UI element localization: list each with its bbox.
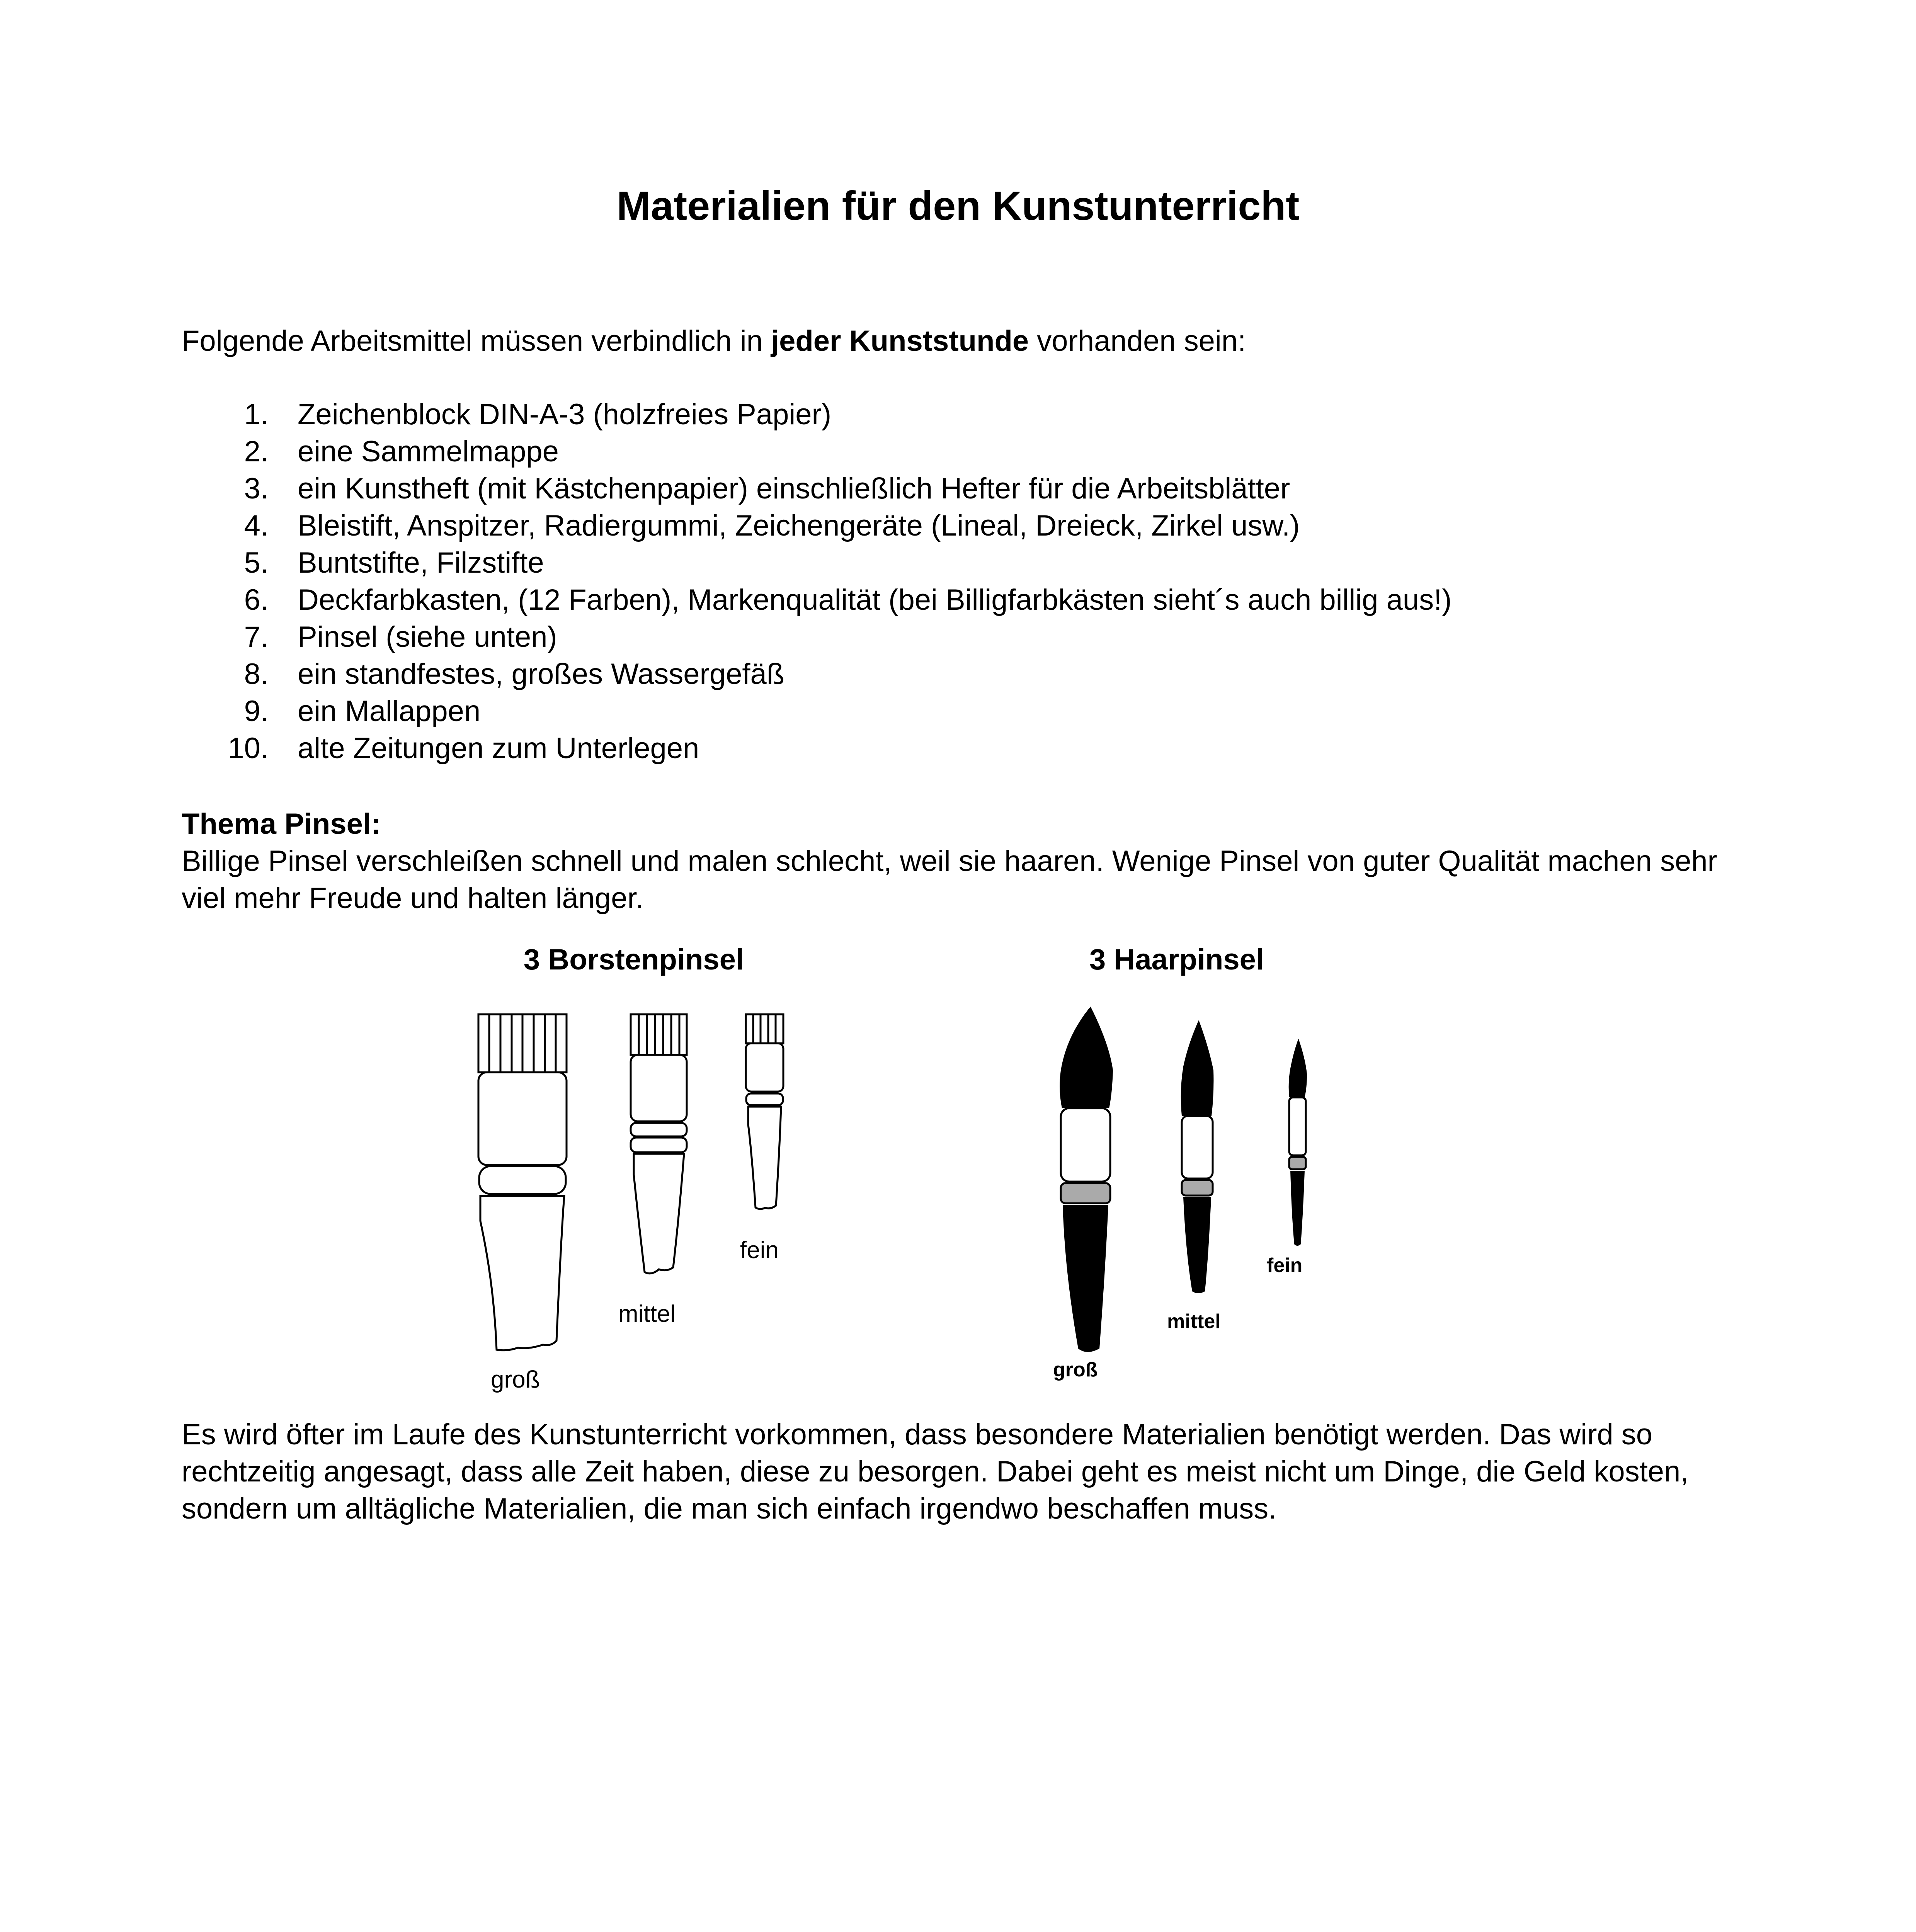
bristle-size-label-fine: fein (740, 1237, 779, 1264)
page-title: Materialien für den Kunstunterricht (616, 183, 1300, 229)
list-item-text: ein Mallappen (298, 695, 481, 728)
list-item-number: 2. (244, 435, 269, 468)
list-item-text: eine Sammelmappe (298, 435, 559, 468)
materials-list (182, 396, 1452, 767)
list-item (182, 470, 1452, 507)
list-item (182, 507, 1452, 544)
bristle-brush-large-icon (478, 1014, 567, 1350)
list-item (182, 582, 1452, 619)
bristle-brushes-title: 3 Borstenpinsel (523, 943, 744, 976)
brush-figure (0, 943, 1916, 1430)
hair-brush-large-icon (1060, 1007, 1113, 1352)
list-item-number: 5. (244, 546, 269, 579)
bristle-brush-fine-icon (746, 1014, 783, 1209)
intro-text-before: Folgende Arbeitsmittel müssen verbindlich in (182, 325, 771, 357)
list-item (182, 656, 1452, 693)
brush-section (182, 806, 1747, 917)
list-item-number: 10. (228, 732, 269, 765)
brushes-illustration (0, 943, 1916, 1430)
closing-paragraph-text: Es wird öfter im Laufe des Kunstunterricht vorkommen, dass besondere Materialien benötigt werden. Das wird so rechtzeitig angesagt, dass alle Zeit haben, diese zu besorgen. Dabei geht es meist nicht um Dinge, die Geld kosten, sondern um alltägliche Materialien, die man sich einfach irgendwo beschaffen muss. (182, 1418, 1689, 1525)
hair-size-label-fine: fein (1267, 1254, 1303, 1277)
list-item-text: Deckfarbkasten, (12 Farben), Markenqualität (bei Billigfarbkästen sieht´s auch billig aus!) (298, 583, 1452, 616)
brush-section-body: Billige Pinsel verschleißen schnell und malen schlecht, weil sie haaren. Wenige Pinsel von guter Qualität machen sehr viel mehr Freude und halten länger. (182, 845, 1717, 915)
list-item (182, 544, 1452, 582)
list-item-text: Bleistift, Anspitzer, Radiergummi, Zeichengeräte (Lineal, Dreieck, Zirkel usw.) (298, 509, 1300, 542)
list-item (182, 693, 1452, 730)
list-item (182, 396, 1452, 433)
intro-text-bold: jeder Kunststunde (771, 325, 1029, 357)
list-item-number: 9. (244, 695, 269, 728)
closing-paragraph (182, 1416, 1747, 1527)
list-item-text: Zeichenblock DIN-A-3 (holzfreies Papier) (298, 398, 832, 431)
list-item-text: ein Kunstheft (mit Kästchenpapier) einschließlich Hefter für die Arbeitsblätter (298, 472, 1290, 505)
list-item-text: alte Zeitungen zum Unterlegen (298, 732, 699, 765)
brush-section-heading: Thema Pinsel: (182, 808, 381, 840)
list-item (182, 619, 1452, 656)
list-item-text: Pinsel (siehe unten) (298, 621, 557, 653)
list-item (182, 433, 1452, 470)
bristle-size-label-large: groß (491, 1366, 540, 1393)
list-item-number: 8. (244, 658, 269, 690)
intro-text-after: vorhanden sein: (1029, 325, 1246, 357)
list-item-number: 1. (244, 398, 269, 431)
list-item-text: Buntstifte, Filzstifte (298, 546, 544, 579)
hair-brushes-title: 3 Haarpinsel (1089, 943, 1264, 976)
hair-brush-fine-icon (1289, 1039, 1307, 1246)
list-item-number: 7. (244, 621, 269, 653)
bristle-size-label-medium: mittel (618, 1301, 676, 1327)
list-item-number: 3. (244, 472, 269, 505)
hair-brush-medium-icon (1181, 1020, 1214, 1293)
list-item-number: 4. (244, 509, 269, 542)
bristle-brush-medium-icon (631, 1014, 687, 1274)
intro-paragraph (182, 323, 1246, 359)
list-item-text: ein standfestes, großes Wassergefäß (298, 658, 785, 690)
hair-size-label-medium: mittel (1167, 1310, 1221, 1333)
hair-size-label-large: groß (1053, 1359, 1098, 1381)
list-item-number: 6. (244, 583, 269, 616)
list-item (182, 730, 1452, 767)
